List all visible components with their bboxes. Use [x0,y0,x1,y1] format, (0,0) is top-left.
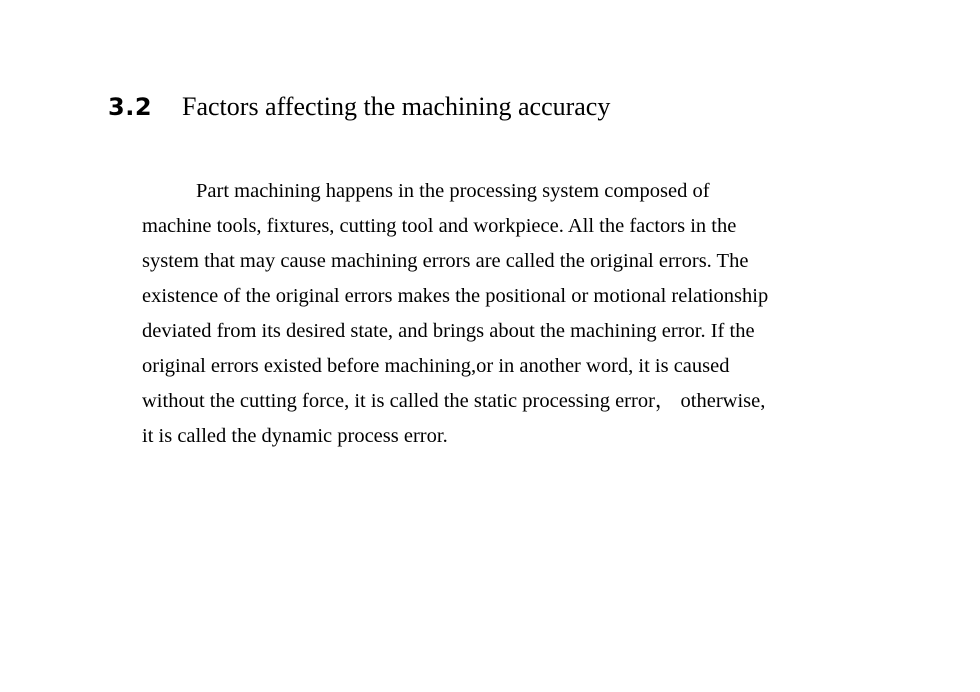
paragraph-line: deviated from its desired state, and brings about the machining error. If the [142,320,755,342]
paragraph-line: Part machining happens in the processing system composed of [196,180,710,202]
paragraph-line: existence of the original errors makes the positional or motional relationship [142,285,769,307]
section-title: Factors affecting the machining accuracy [182,92,611,121]
paragraph-line: system that may cause machining errors are called the original errors. The [142,250,749,272]
body-paragraph [142,174,872,454]
paragraph-line: it is called the dynamic process error. [142,425,448,447]
paragraph-line: without the cutting force, it is called the static processing error， otherwise, [142,390,766,412]
paragraph-line: machine tools, fixtures, cutting tool and workpiece. All the factors in the [142,215,737,237]
paragraph-line: original errors existed before machining,or in another word, it is caused [142,355,730,377]
section-heading [108,92,610,128]
section-number: 3.2 [108,93,153,121]
